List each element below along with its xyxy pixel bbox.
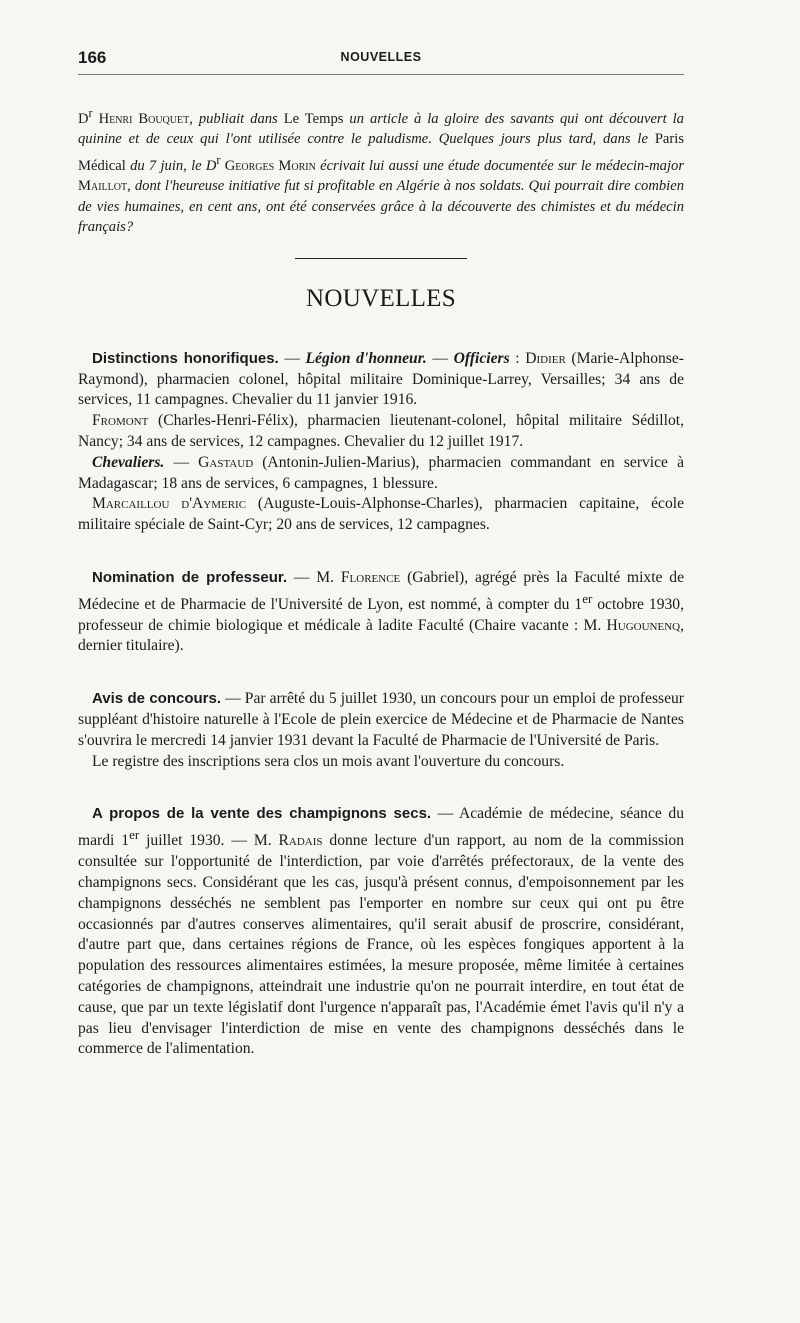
intro-paragraph: $D^r$ Henri Bouquet, publiait dans Le Temps un article à la gloire des savants qui ont découvert la quinine et de ceux qui l'ont utilisée contre le paludisme. Quelques jours plus tard, dans le Paris Médical du 7 juin, le $D^r$ Georges Morin écrivait lui aussi une étude documentée sur le médecin-major Maillot, dont l'heureuse initiative fut si profitable en Algérie à nos soldats. Qui pourrait dire combien de vies humaines, en cent ans, ont été conservées grâce à la découverte des chimistes et du médecin français? xyxy=(78,106,684,236)
concours-paragraph-2: Le registre des inscriptions sera clos un mois avant l'ouverture du concours. xyxy=(92,752,565,770)
nomination-paragraph: Nomination de professeur. — M. Florence (Gabriel), agrégé près la Faculté mixte de Médecine et de Pharmacie de l'Université de Lyon, est nommé, à compter du 1er octobre 1930, professeur de chimie biologique et médicale à ladite Faculté (Chaire vacante : M. Hugounenq, dernier titulaire). xyxy=(78,568,684,655)
champignons-heading: A propos de la vente des champignons secs. xyxy=(92,805,432,823)
distinctions-paragraph-4: Marcaillou d'Aymeric (Auguste-Louis-Alphonse-Charles), pharmacien capitaine, école militaire spéciale de Saint-Cyr; 20 ans de services, 12 campagnes. xyxy=(78,495,684,534)
running-head xyxy=(78,48,684,70)
distinctions-paragraph-1: Distinctions honorifiques. — Légion d'honneur. — Officiers : Didier (Marie-Alphonse-Raymond), pharmacien colonel, hôpital militaire Dominique-Larrey, Versailles; 34 ans de services, 11 campagnes. Chevalier du 11 janvier 1916. xyxy=(78,349,684,409)
news-distinctions xyxy=(78,349,684,536)
distinctions-heading: Distinctions honorifiques. xyxy=(92,349,279,367)
distinctions-paragraph-2: Fromont (Charles-Henri-Félix), pharmacien lieutenant-colonel, hôpital militaire Sédillot, Nancy; 34 ans de services, 12 campagnes. Chevalier du 12 juillet 1917. xyxy=(78,412,684,450)
running-title: NOUVELLES xyxy=(340,50,422,64)
nomination-heading: Nomination de professeur. xyxy=(92,568,288,586)
header-rule xyxy=(78,74,684,75)
page xyxy=(78,48,684,1060)
section-separator xyxy=(295,258,467,259)
news-nomination xyxy=(78,568,684,657)
section-title: NOUVELLES xyxy=(306,284,456,312)
concours-heading: Avis de concours. xyxy=(92,690,222,708)
distinctions-paragraph-3: Chevaliers. — Gastaud (Antonin-Julien-Marius), pharmacien commandant en service à Madagascar; 18 ans de services, 6 campagnes, 1 blessure. xyxy=(78,453,685,492)
page-number: 166 xyxy=(78,48,107,67)
news-concours xyxy=(78,689,684,772)
champignons-paragraph: A propos de la vente des champignons secs. — Académie de médecine, séance du mardi 1er juillet 1930. — M. Radais donne lecture d'un rapport, au nom de la commission consultée sur l'opportunité de l'interdiction, par voie d'arrêtés préfectoraux, de la vente des champignons secs. Considérant que les cas, jusqu'à présent connus, d'empoisonnement par les champignons desséchés ne semblent pas l'emporter en nombre sur ceux qui ont pu être occasionnés par d'autres conserves alimentaires, qu'il serait abusif de proscrire, considérant, d'autre part que, dans certaines régions de France, où les espèces fongiques apportent à la population des ressources alimentaires estimées, la mesure proposée, même limitée à certaines catégories de champignons, atteindrait une industrie qu'on ne pourrait interdire, en tout état de cause, que par un texte législatif dont l'urgence n'apparaît pas, l'Académie émet l'avis qu'il n'y a pas lieu d'envisager l'interdiction de mise en vente des champignons desséchés dans le commerce de l'alimentation. xyxy=(78,805,684,1058)
news-champignons xyxy=(78,804,684,1060)
concours-paragraph-1: Avis de concours. — Par arrêté du 5 juillet 1930, un concours pour un emploi de professeur suppléant d'histoire naturelle à l'Ecole de plein exercice de Médecine et de Pharmacie de Nantes s'ouvrira le mercredi 14 janvier 1931 devant la Faculté de Pharmacie de l'Université de Paris. xyxy=(78,690,684,749)
